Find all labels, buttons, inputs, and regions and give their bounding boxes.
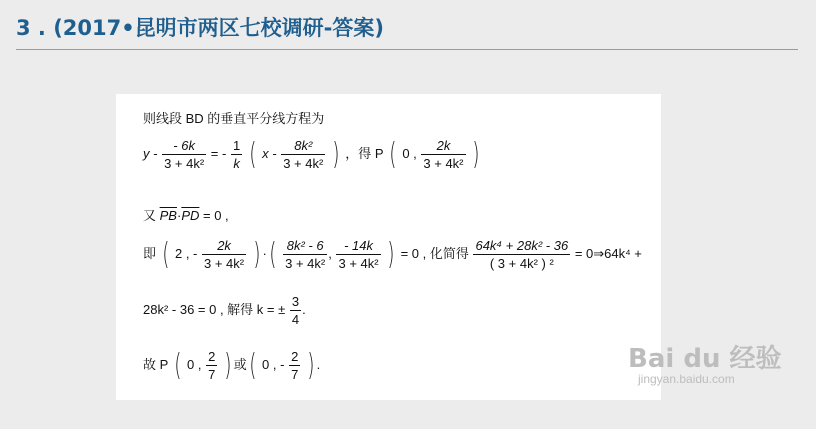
solution-panel — [116, 94, 661, 400]
fraction: $\frac{3}{4}$ — [291, 294, 300, 327]
fraction: $\frac{2k}{\text{3 + 4k²}}$ — [204, 238, 245, 271]
left-paren: ( — [249, 136, 257, 172]
solution-line-3: 又 $\overline{PB}\cdot\overline{PD} = 0$ , — [143, 208, 229, 223]
fraction: $\frac{2}{7}$ — [291, 349, 299, 382]
fraction: $\frac{\text{64k⁴ + 28k² - 36}}{\text{( 3 + 4k² ) ²}}$ — [475, 238, 569, 271]
right-paren: ) — [472, 136, 480, 172]
right-paren: ) — [307, 347, 315, 383]
left-paren: ( — [161, 236, 170, 272]
vector-pd: $\overline{PD}$ — [181, 208, 200, 223]
right-paren: ) — [332, 136, 340, 172]
watermark-logo: Bai du 经验 — [628, 344, 782, 374]
right-paren: ) — [253, 236, 261, 272]
title-divider — [16, 49, 798, 50]
left-paren: ( — [249, 347, 257, 383]
right-paren: ) — [224, 347, 232, 383]
solution-line-5: 28k² - 36 = 0 , 解得 k = ± $\frac{3}{4}$ . — [143, 294, 306, 327]
fraction: $\frac{\text{8k²}}{\text{3 + 4k²}}$ — [283, 138, 324, 171]
left-paren: ( — [269, 236, 277, 272]
right-paren: ) — [387, 236, 395, 272]
equation-lhs: y - — [143, 145, 162, 161]
slide-title: 3 . (2017•昆明市两区七校调研-答案) — [16, 16, 384, 40]
solution-line-1: 则线段 BD 的垂直平分线方程为 — [143, 111, 325, 126]
fraction: $\frac{1}{k}$ — [232, 138, 241, 171]
solution-line-6: 故 P ( 0 , $\frac{2}{7}$ ) 或( 0 , - $\frac{2}{7}$ ) . — [143, 347, 321, 383]
left-paren: ( — [174, 347, 182, 383]
watermark-url: jingyan.baidu.com — [638, 372, 735, 386]
vector-pb: $\overline{PB}$ — [159, 208, 177, 223]
fraction: $\frac{2}{7}$ — [208, 349, 216, 382]
left-paren: ( — [389, 136, 397, 172]
fraction: $\frac{2k}{\text{3 + 4k²}}$ — [423, 138, 464, 171]
fraction: $\frac{- 6k}{\text{3 + 4k²}}$ — [164, 138, 205, 171]
fraction: $\frac{\text{8k² - 6}}{\text{3 + 4k²}}$ — [285, 238, 326, 271]
solution-line-2: y - $\frac{- 6k}{\text{3 + 4k²}}$ = - $\frac{1}{k}$ ( x - $\frac{\text{8k²}}{\text{3 + 4k²}}$ ) ，得 P ( 0 , $\frac{2k}{\text{3 + 4k²}}$ ) — [143, 136, 480, 172]
solution-line-4: 即 ( 2 , - $\frac{2k}{\text{3 + 4k²}}$ ) ·( $\frac{\text{8k² - 6}}{\text{3 + 4k²}}$ , $\frac{- 14k}{\text{3 + 4k²}}$ ) = 0 , 化简得 $\frac{\text{64k⁴ + 28k² - 36}}{\text{( 3 + 4k² ) ²}}$ = 0⇒64k⁴ + — [143, 236, 642, 272]
fraction: $\frac{- 14k}{\text{3 + 4k²}}$ — [338, 238, 379, 271]
